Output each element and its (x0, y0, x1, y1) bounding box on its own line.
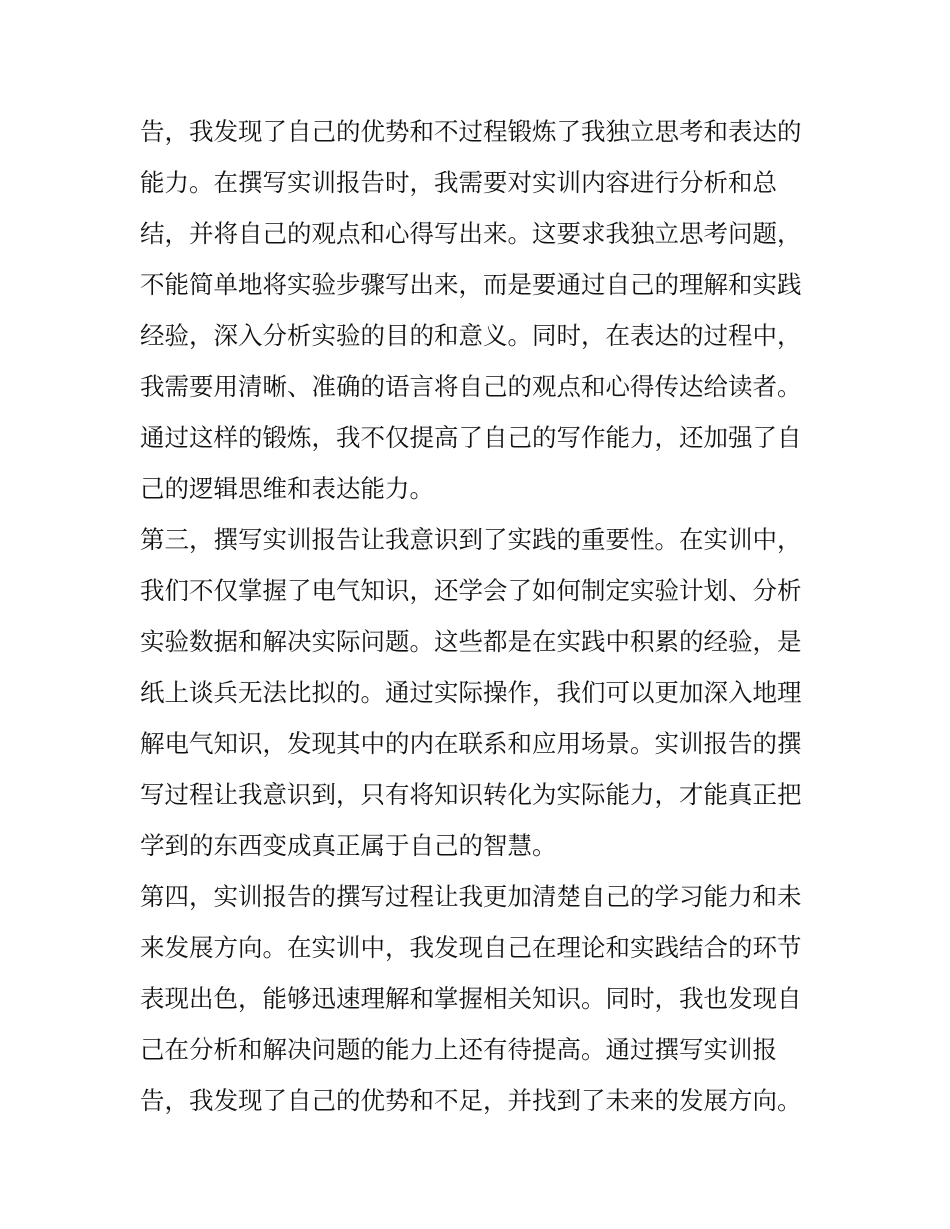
text-line: 来发展方向。在实训中，我发现自己在理论和实践结合的环节 (140, 933, 802, 962)
text-line: 告，我发现了自己的优势和不足，并找到了未来的发展方向。 (140, 1086, 802, 1115)
text-line: 己的逻辑思维和表达能力。 (140, 474, 434, 503)
text-line: 第四，实训报告的撰写过程让我更加清楚自己的学习能力和未 (140, 882, 802, 911)
body-text (140, 106, 830, 1126)
text-line: 学到的东西变成真正属于自己的智慧。 (140, 831, 557, 860)
text-line: 通过这样的锻炼，我不仅提高了自己的写作能力，还加强了自 (140, 423, 802, 452)
text-line: 表现出色，能够迅速理解和掌握相关知识。同时，我也发现自 (140, 984, 802, 1013)
text-line: 实验数据和解决实际问题。这些都是在实践中积累的经验，是 (140, 627, 802, 656)
text-line: 告，我发现了自己的优势和不过程锻炼了我独立思考和表达的 (140, 117, 802, 146)
text-line: 我需要用清晰、准确的语言将自己的观点和心得传达给读者。 (140, 372, 802, 401)
text-line: 写过程让我意识到，只有将知识转化为实际能力，才能真正把 (140, 780, 802, 809)
text-line: 经验，深入分析实验的目的和意义。同时，在表达的过程中， (140, 321, 802, 350)
text-line: 第三，撰写实训报告让我意识到了实践的重要性。在实训中， (140, 525, 802, 554)
text-line: 纸上谈兵无法比拟的。通过实际操作，我们可以更加深入地理 (140, 678, 802, 707)
text-line: 不能简单地将实验步骤写出来，而是要通过自己的理解和实践 (140, 270, 802, 299)
text-line: 能力。在撰写实训报告时，我需要对实训内容进行分析和总 (140, 168, 777, 197)
text-line: 己在分析和解决问题的能力上还有待提高。通过撰写实训报 (140, 1035, 777, 1064)
text-line: 我们不仅掌握了电气知识，还学会了如何制定实验计划、分析 (140, 576, 802, 605)
text-line: 解电气知识，发现其中的内在联系和应用场景。实训报告的撰 (140, 729, 802, 758)
text-line: 结，并将自己的观点和心得写出来。这要求我独立思考问题， (140, 219, 802, 248)
